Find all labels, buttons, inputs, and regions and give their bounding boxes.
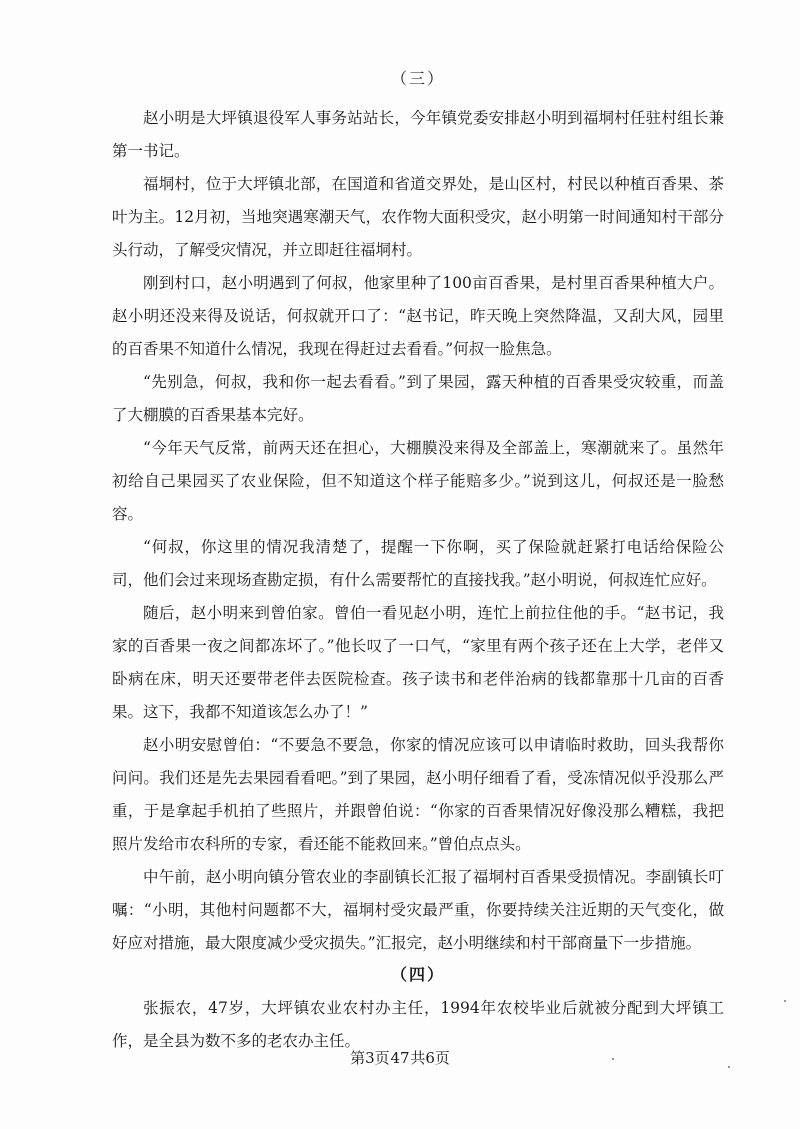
paragraph: 福垌村，位于大坪镇北部，在国道和省道交界处，是山区村，村民以种植百香果、茶叶为主。12月初，当地突遇寒潮天气，农作物大面积受灾，赵小明第一时间通知村干部分头行动，了解受灾情况，并立即赶往福垌村。 (112, 175, 724, 259)
page-stamp: 47 (390, 1049, 410, 1067)
document-body (112, 68, 724, 1058)
paragraph: 随后，赵小明来到曾伯家。曾伯一看见赵小明，连忙上前拉住他的手。“赵书记，我家的百香果一夜之间都冻坏了。”他长叹了一口气，“家里有两个孩子还在上大学，老伴又卧病在床，明天还要带老伴去医院检查。孩子读书和老伴治病的钱都靠那十几亩的百香果。这下，我都不知道该怎么办了！” (112, 604, 724, 721)
paragraph: “先别急，何叔，我和你一起去看看。”到了果园，露天种植的百香果受灾较重，而盖了大棚膜的百香果基本完好。 (112, 373, 724, 424)
paragraph: 中午前，赵小明向镇分管农业的李副镇长汇报了福垌村百香果受损情况。李副镇长叮嘱：“小明，其他村问题都不大，福垌村受灾最严重，你要持续关注近期的天气变化，做好应对措施，最大限度减少受灾损失。”汇报完，赵小明继续和村干部商量下一步措施。 (112, 868, 724, 952)
paragraph: “何叔，你这里的情况我清楚了，提醒一下你啊，买了保险就赶紧打电话给保险公司，他们会过来现场查勘定损，有什么需要帮忙的直接找我。”赵小明说，何叔连忙应好。 (112, 538, 724, 589)
scan-speck (728, 1066, 730, 1068)
section-heading-3: （三） (390, 69, 445, 88)
section-3-paragraphs (112, 102, 724, 960)
scan-speck (784, 1000, 786, 1002)
paragraph: 张振农，47岁，大坪镇农业农村办主任，1994年农校毕业后就被分配到大坪镇工作，是全县为数不多的老农办主任。 (112, 999, 724, 1050)
paragraph: “今年天气反常，前两天还在担心，大棚膜没来得及全部盖上，寒潮就来了。虽然年初给自己果园买了农业保险，但不知道这个样子能赔多少。”说到这儿，何叔还是一脸愁容。 (112, 439, 724, 523)
section-heading-4: （四） (390, 965, 445, 984)
page-number-label: 第3页 (350, 1049, 390, 1067)
paragraph: 赵小明是大坪镇退役军人事务站站长，今年镇党委安排赵小明到福垌村任驻村组长兼第一书记。 (112, 109, 724, 160)
paragraph: 赵小明安慰曾伯：“不要急不要急，你家的情况应该可以申请临时救助，回头我帮你问问。我们还是先去果园看看吧。”到了果园，赵小明仔细看了看，受冻情况似乎没那么严重，于是拿起手机拍了些照片，并跟曾伯说：“你家的百香果情况好像没那么糟糕，我把照片发给市农科所的专家，看还能不能救回来。”曾伯点点头。 (112, 736, 724, 853)
page-footer (0, 1048, 800, 1068)
scan-speck (612, 1058, 614, 1060)
page-total-label: 共6页 (410, 1049, 450, 1067)
paragraph: 刚到村口，赵小明遇到了何叔，他家里种了100亩百香果，是村里百香果种植大户。赵小明还没来得及说话，何叔就开口了：“赵书记，昨天晚上突然降温，又刮大风，园里的百香果不知道什么情况，我现在得赶过去看看。”何叔一脸焦急。 (112, 274, 724, 358)
